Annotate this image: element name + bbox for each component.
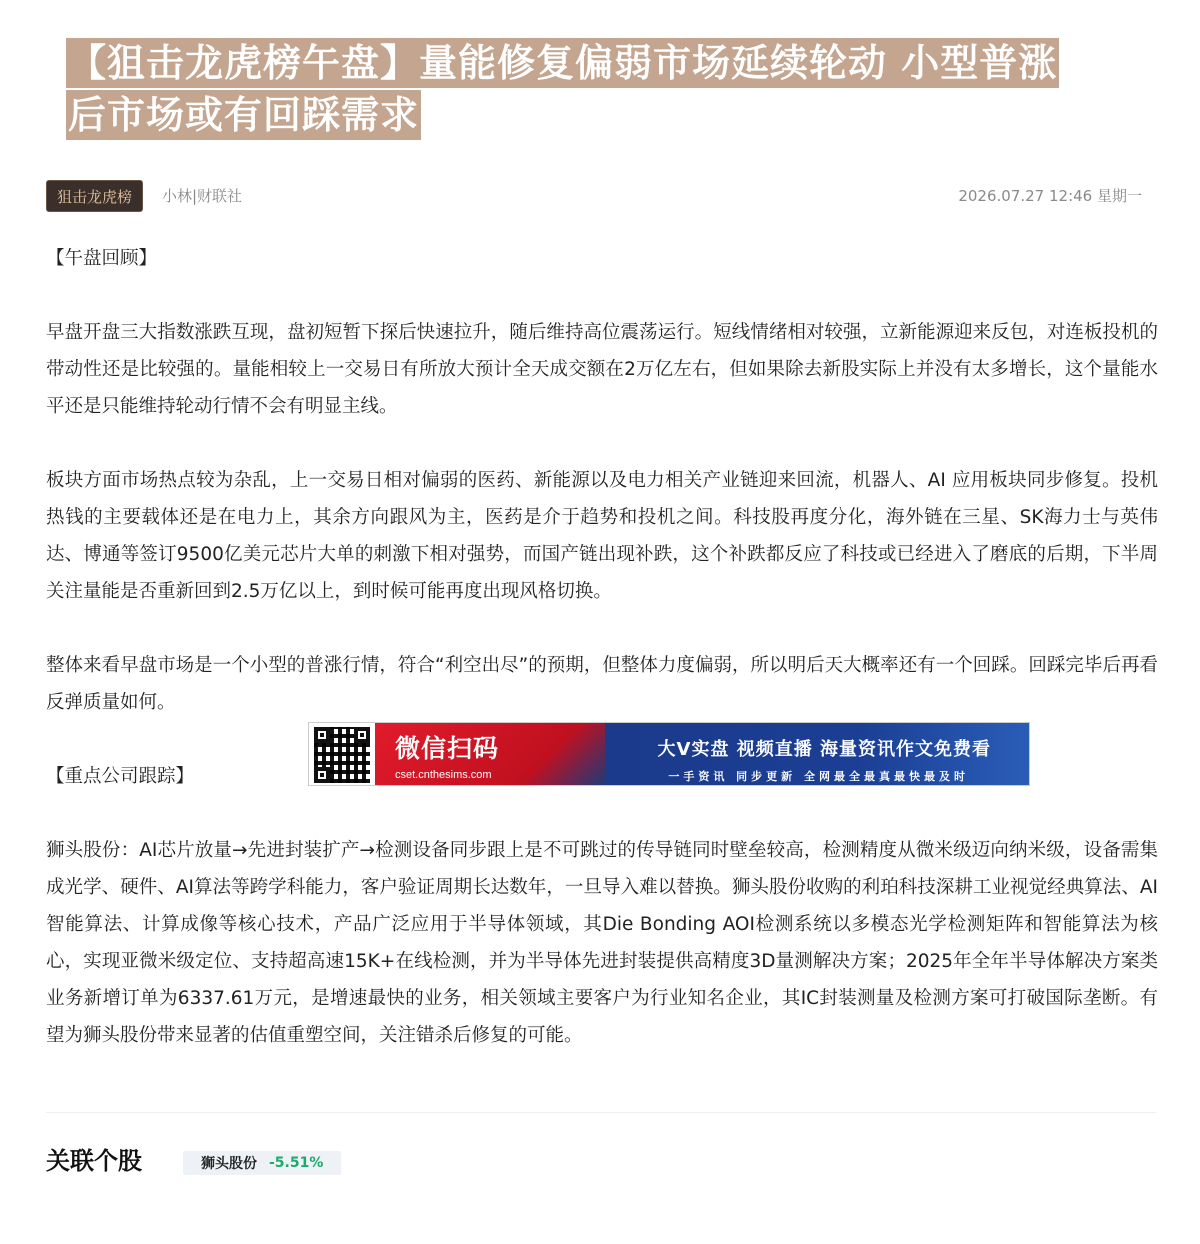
paragraph-1: 早盘开盘三大指数涨跌互现，盘初短暂下探后快速拉升，随后维持高位震荡运行。短线情绪相对较强，立新能源迎来反包，对连板投机的带动性还是比较强的。量能相较上一交易日有所放大预计全天成交额在2万亿左右，但如果除去新股实际上并没有太多增长，这个量能水平还是只能维持轮动行情不会有明显主线。 — [46, 322, 1158, 417]
banner-right-panel — [605, 723, 1029, 786]
article-meta — [46, 180, 1156, 212]
section-heading-review: 【午盘回顾】 — [46, 248, 158, 269]
publish-datetime: 2026.07.27 12:46 星期一 — [958, 187, 1142, 205]
banner-wechat-scan-label: 微信扫码 — [395, 734, 500, 763]
related-stocks-title: 关联个股 — [46, 1147, 142, 1175]
article-title-line-2: 后市场或有回踩需求 — [66, 90, 421, 140]
paragraph-4: 狮头股份：AI芯片放量→先进封装扩产→检测设备同步跟上是不可跳过的传导链同时壁垒较高，检测精度从微米级迈向纳米级，设备需集成光学、硬件、AI算法等跨学科能力，客户验证周期长达数年，一旦导入难以替换。狮头股份收购的利珀科技深耕工业视觉经典算法、AI智能算法、计算成像等核心技术，产品广泛应用于半导体领域，其Die Bonding AOI检测系统以多模态光学检测矩阵和智能算法为核心，实现亚微米级定位、支持超高速15K+在线检测，并为半导体先进封装提供高精度3D量测解决方案；2025年全年半导体解决方案类业务新增订单为6337.61万元，是增速最快的业务，相关领域主要客户为行业知名企业，其IC封装测量及检测方案可打破国际垄断。有望为狮头股份带来显著的估值重塑空间，关注错杀后修复的可能。 — [46, 840, 1158, 1046]
related-stock-chip[interactable] — [183, 1151, 341, 1175]
qr-code-icon — [309, 723, 375, 786]
article-body — [46, 240, 1158, 1054]
paragraph-2: 板块方面市场热点较为杂乱，上一交易日相对偏弱的医药、新能源以及电力相关产业链迎来回流，机器人、AI 应用板块同步修复。投机热钱的主要载体还是在电力上，其余方向跟风为主，医药是介于趋势和投机之间。科技股再度分化，海外链在三星、SK海力士与英伟达、博通等签订9500亿美元芯片大单的刺激下相对强势，而国产链出现补跌，这个补跌都反应了科技或已经进入了磨底的后期，下半周关注量能是否重新回到2.5万亿以上，到时候可能再度出现风格切换。 — [46, 470, 1158, 602]
article-title — [66, 38, 1146, 140]
related-stock-change: -5.51% — [269, 1155, 324, 1171]
banner-url: cset.cnthesims.com — [395, 769, 492, 781]
banner-left-panel — [375, 723, 605, 786]
article-title-line-1: 【狙击龙虎榜午盘】量能修复偏弱市场延续轮动 小型普涨 — [66, 38, 1059, 88]
column-tag[interactable]: 狙击龙虎榜 — [46, 180, 143, 212]
paragraph-3: 整体来看早盘市场是一个小型的普涨行情，符合“利空出尽”的预期，但整体力度偏弱，所以明后天大概率还有一个回踩。回踩完毕后再看反弹质量如何。 — [46, 655, 1158, 713]
banner-headline: 大V实盘 视频直播 海量资讯作文免费看 — [657, 739, 991, 760]
section-heading-company: 【重点公司跟踪】 — [46, 766, 195, 787]
author-source[interactable]: 小林|财联社 — [162, 187, 243, 205]
promo-banner[interactable] — [308, 722, 1030, 786]
related-stock-name: 狮头股份 — [201, 1156, 257, 1172]
banner-subline: 一手资讯 同步更新 全网最全最真最快最及时 — [668, 770, 969, 783]
section-divider — [46, 1112, 1156, 1113]
